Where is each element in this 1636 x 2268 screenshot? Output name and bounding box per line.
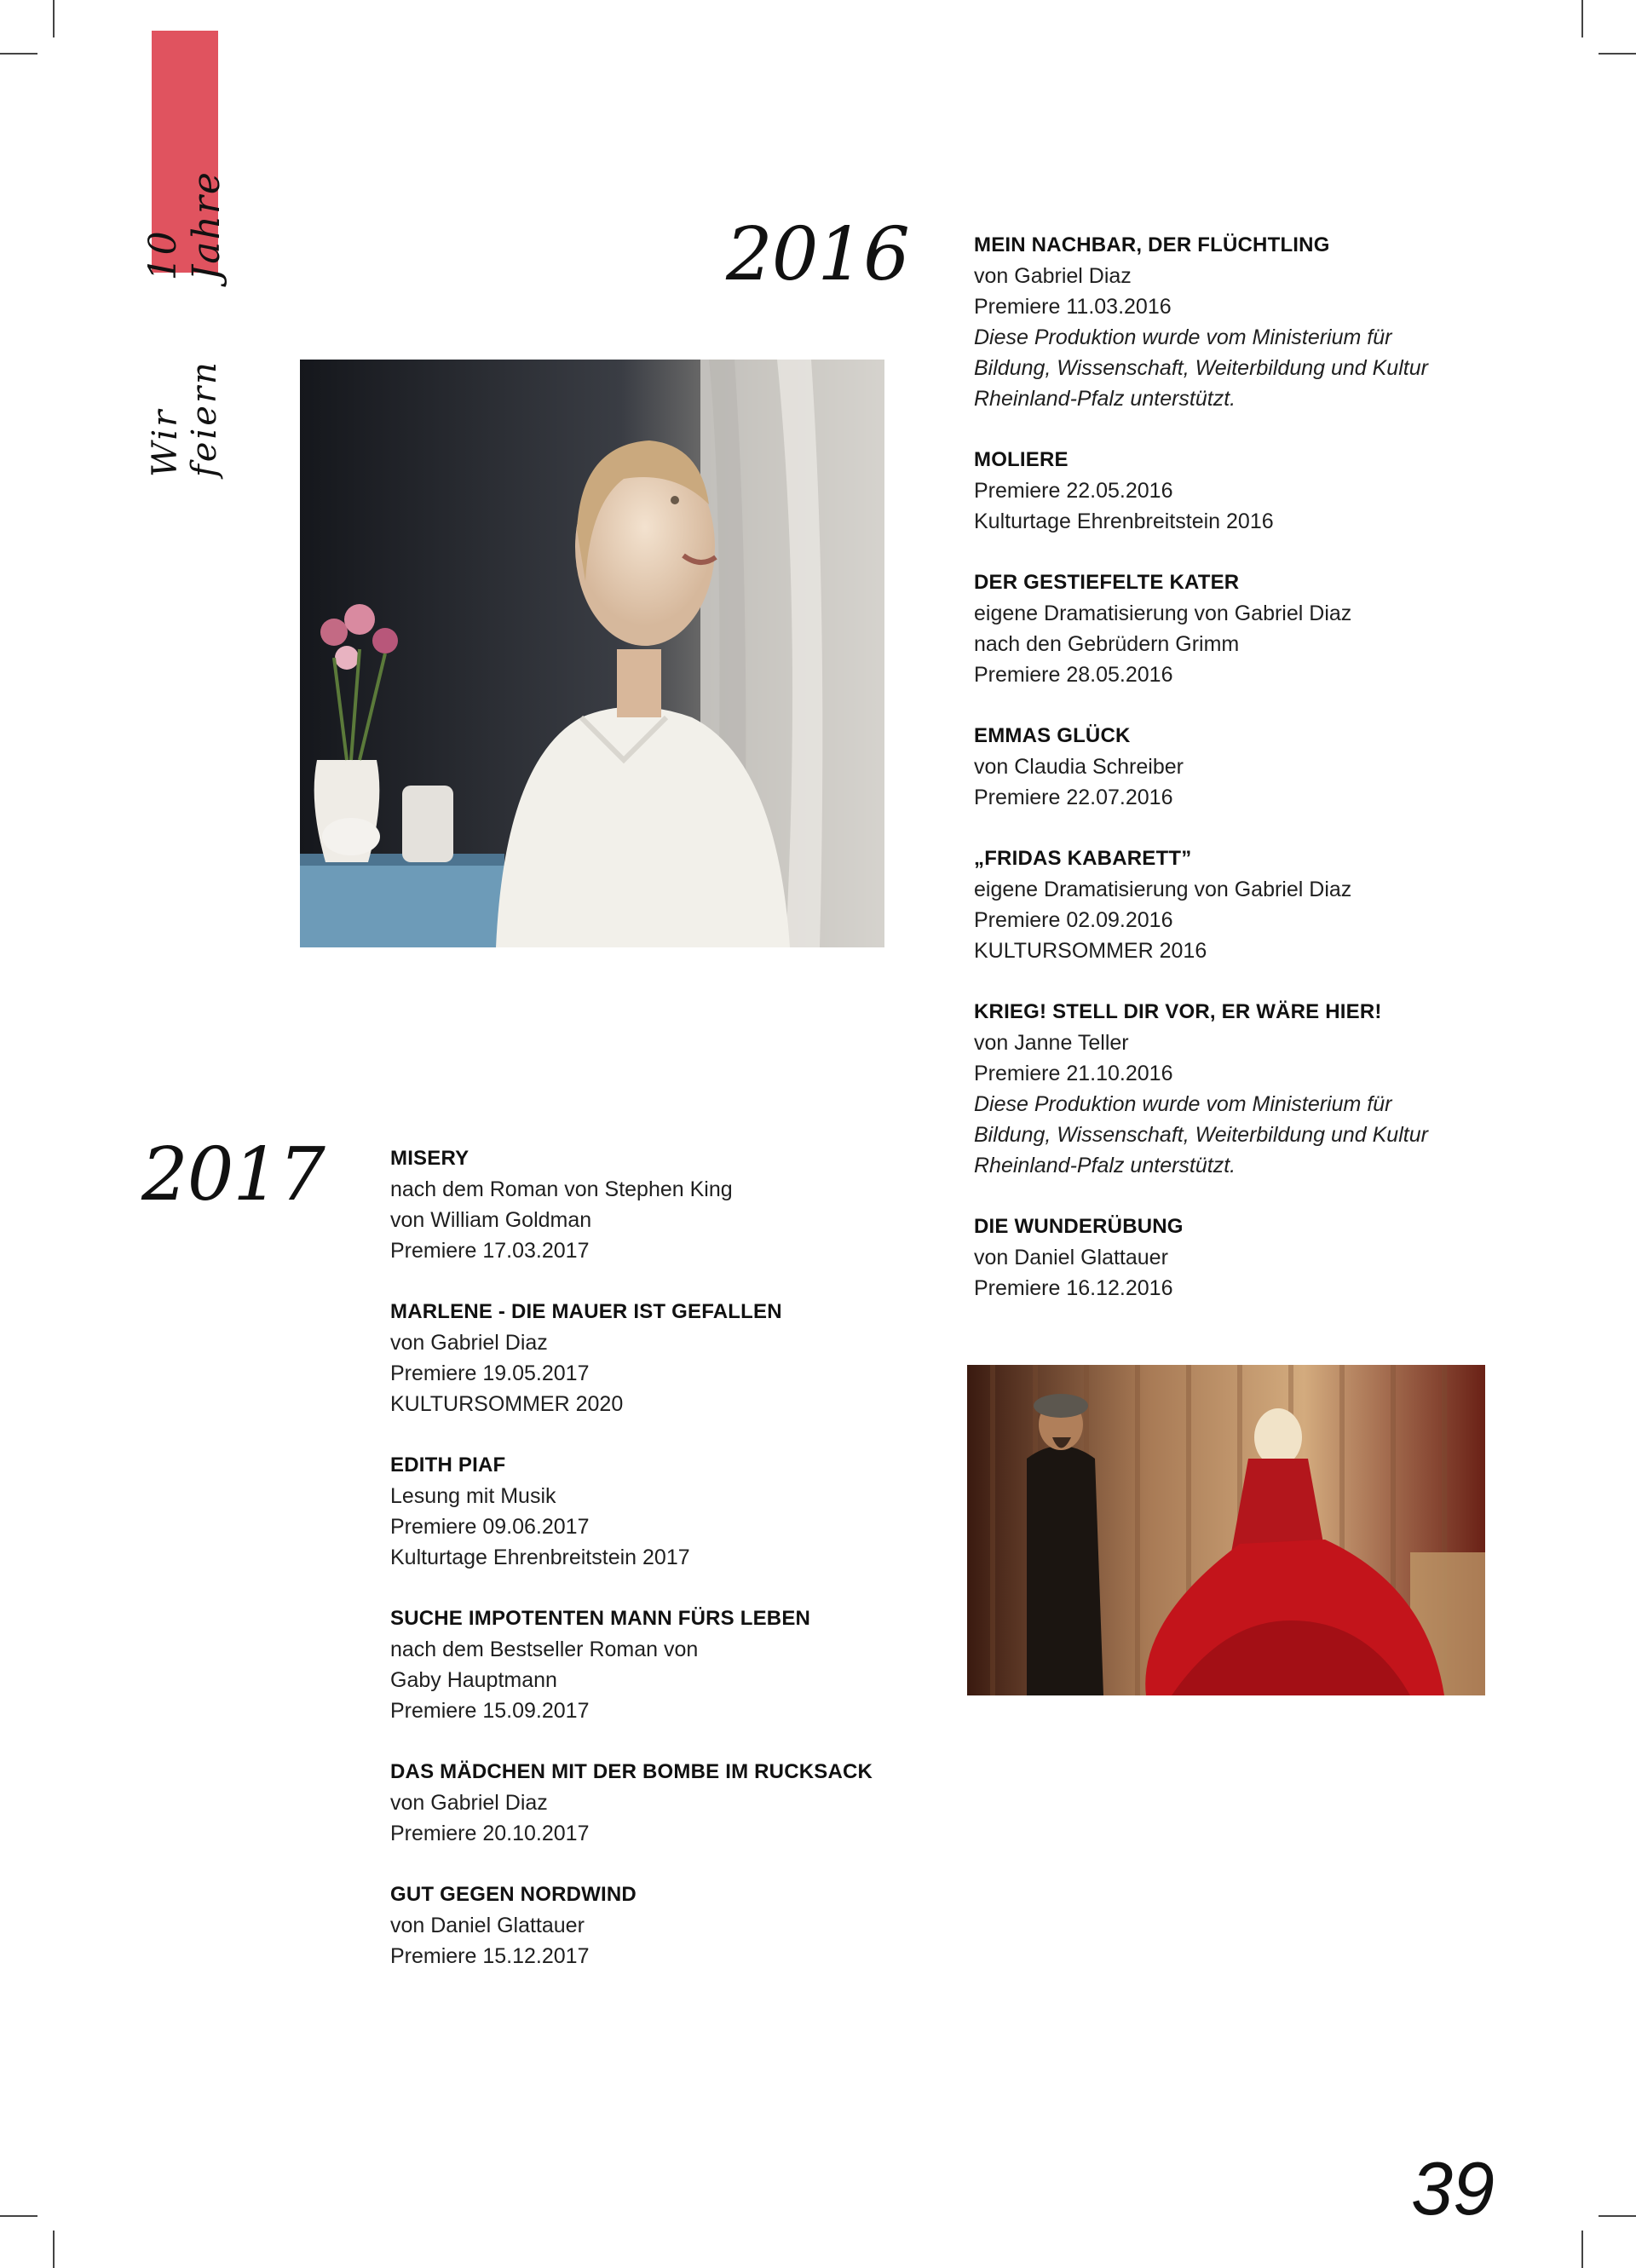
entry-title: MISERY: [390, 1147, 469, 1170]
entry-detail: Premiere 15.09.2017: [390, 1699, 590, 1723]
entry-title: DER GESTIEFELTE KATER: [974, 571, 1240, 594]
entry-2016-4: [974, 721, 1536, 813]
entry-detail: Premiere 02.09.2016: [974, 908, 1173, 932]
crop-mark: [0, 2215, 37, 2217]
entry-detail: Premiere 20.10.2017: [390, 1822, 590, 1845]
banner-text-years: 10 Jahre: [141, 170, 228, 281]
entry-2016-6: [974, 997, 1536, 1181]
entry-title: MARLENE - DIE MAUER IST GEFALLEN: [390, 1300, 782, 1323]
entry-detail: von Gabriel Diaz: [974, 264, 1132, 288]
page-number: 39: [1411, 2146, 1495, 2231]
entry-title: EMMAS GLÜCK: [974, 724, 1131, 747]
entry-detail: von Daniel Glattauer: [390, 1914, 585, 1937]
entry-detail: von Claudia Schreiber: [974, 755, 1184, 779]
entry-detail: Lesung mit Musik: [390, 1484, 556, 1508]
entry-note: Bildung, Wissenschaft, Weiterbildung und Kultur: [974, 356, 1428, 380]
crop-mark: [1599, 2215, 1636, 2217]
entry-detail: Premiere 09.06.2017: [390, 1515, 590, 1539]
entry-detail: eigene Dramatisierung von Gabriel Diaz: [974, 878, 1352, 901]
entry-detail: Premiere 15.12.2017: [390, 1944, 590, 1968]
entry-detail: nach dem Roman von Stephen King: [390, 1177, 733, 1201]
entry-2017-6: [390, 1879, 936, 1972]
entry-2016-1: [974, 230, 1536, 414]
entry-2017-3: [390, 1450, 936, 1573]
crop-mark: [1581, 0, 1583, 37]
entry-2016-2: [974, 445, 1536, 537]
crop-mark: [0, 53, 37, 55]
entry-note: Bildung, Wissenschaft, Weiterbildung und Kultur: [974, 1123, 1428, 1147]
banner-text-celebrate: Wir feiern: [146, 360, 224, 477]
entry-title: SUCHE IMPOTENTEN MANN FÜRS LEBEN: [390, 1607, 811, 1630]
entry-title: MOLIERE: [974, 448, 1069, 471]
crop-mark: [53, 0, 55, 37]
entry-title: GUT GEGEN NORDWIND: [390, 1883, 637, 1906]
entry-note: Rheinland-Pfalz unterstützt.: [974, 1154, 1236, 1177]
entry-detail: KULTURSOMMER 2020: [390, 1392, 624, 1416]
entry-2016-7: [974, 1212, 1536, 1304]
entry-title: EDITH PIAF: [390, 1453, 506, 1477]
entry-note: Diese Produktion wurde vom Ministerium für: [974, 325, 1392, 349]
entry-title: KRIEG! STELL DIR VOR, ER WÄRE HIER!: [974, 1000, 1382, 1023]
crop-mark: [1581, 2231, 1583, 2268]
entry-2017-2: [390, 1297, 936, 1419]
entry-detail: Premiere 17.03.2017: [390, 1239, 590, 1263]
entry-detail: eigene Dramatisierung von Gabriel Diaz: [974, 602, 1352, 625]
anniversary-label: [141, 119, 228, 477]
entry-detail: Premiere 22.07.2016: [974, 786, 1173, 809]
entry-2017-4: [390, 1603, 936, 1726]
entry-2017-5: [390, 1757, 936, 1849]
entry-title: MEIN NACHBAR, DER FLÜCHTLING: [974, 233, 1330, 256]
entry-detail: KULTURSOMMER 2016: [974, 939, 1207, 963]
entry-note: Diese Produktion wurde vom Ministerium für: [974, 1092, 1392, 1116]
entry-detail: von William Goldman: [390, 1208, 592, 1232]
entry-detail: von Gabriel Diaz: [390, 1791, 548, 1815]
entry-title: „FRIDAS KABARETT”: [974, 847, 1192, 870]
entry-note: Rheinland-Pfalz unterstützt.: [974, 387, 1236, 411]
entry-detail: Premiere 16.12.2016: [974, 1276, 1173, 1300]
entry-detail: von Janne Teller: [974, 1031, 1129, 1055]
year-heading-2016: 2016: [726, 212, 909, 297]
entry-detail: Gaby Hauptmann: [390, 1668, 557, 1692]
entry-detail: von Gabriel Diaz: [390, 1331, 548, 1355]
entry-2016-3: [974, 567, 1536, 690]
crop-mark: [53, 2231, 55, 2268]
entry-detail: von Daniel Glattauer: [974, 1246, 1168, 1269]
entry-detail: Kulturtage Ehrenbreitstein 2017: [390, 1546, 690, 1569]
entries-2017: [390, 1143, 936, 2002]
entry-detail: Premiere 21.10.2016: [974, 1062, 1173, 1085]
entry-detail: Premiere 19.05.2017: [390, 1361, 590, 1385]
crop-mark: [1599, 53, 1636, 55]
entry-2016-5: [974, 843, 1536, 966]
entry-detail: nach den Gebrüdern Grimm: [974, 632, 1240, 656]
year-heading-2017: 2017: [141, 1132, 325, 1217]
entry-detail: nach dem Bestseller Roman von: [390, 1638, 699, 1661]
photo-actress-portrait: [300, 360, 884, 947]
entry-detail: Premiere 28.05.2016: [974, 663, 1173, 687]
photo-stage-scene-red-dress: [967, 1365, 1485, 1695]
entry-title: DIE WUNDERÜBUNG: [974, 1215, 1184, 1238]
entry-detail: Premiere 22.05.2016: [974, 479, 1173, 503]
entry-detail: Premiere 11.03.2016: [974, 295, 1172, 319]
entries-2016: [974, 230, 1536, 1334]
entry-title: DAS MÄDCHEN MIT DER BOMBE IM RUCKSACK: [390, 1760, 873, 1783]
entry-detail: Kulturtage Ehrenbreitstein 2016: [974, 509, 1274, 533]
entry-2017-1: [390, 1143, 936, 1266]
